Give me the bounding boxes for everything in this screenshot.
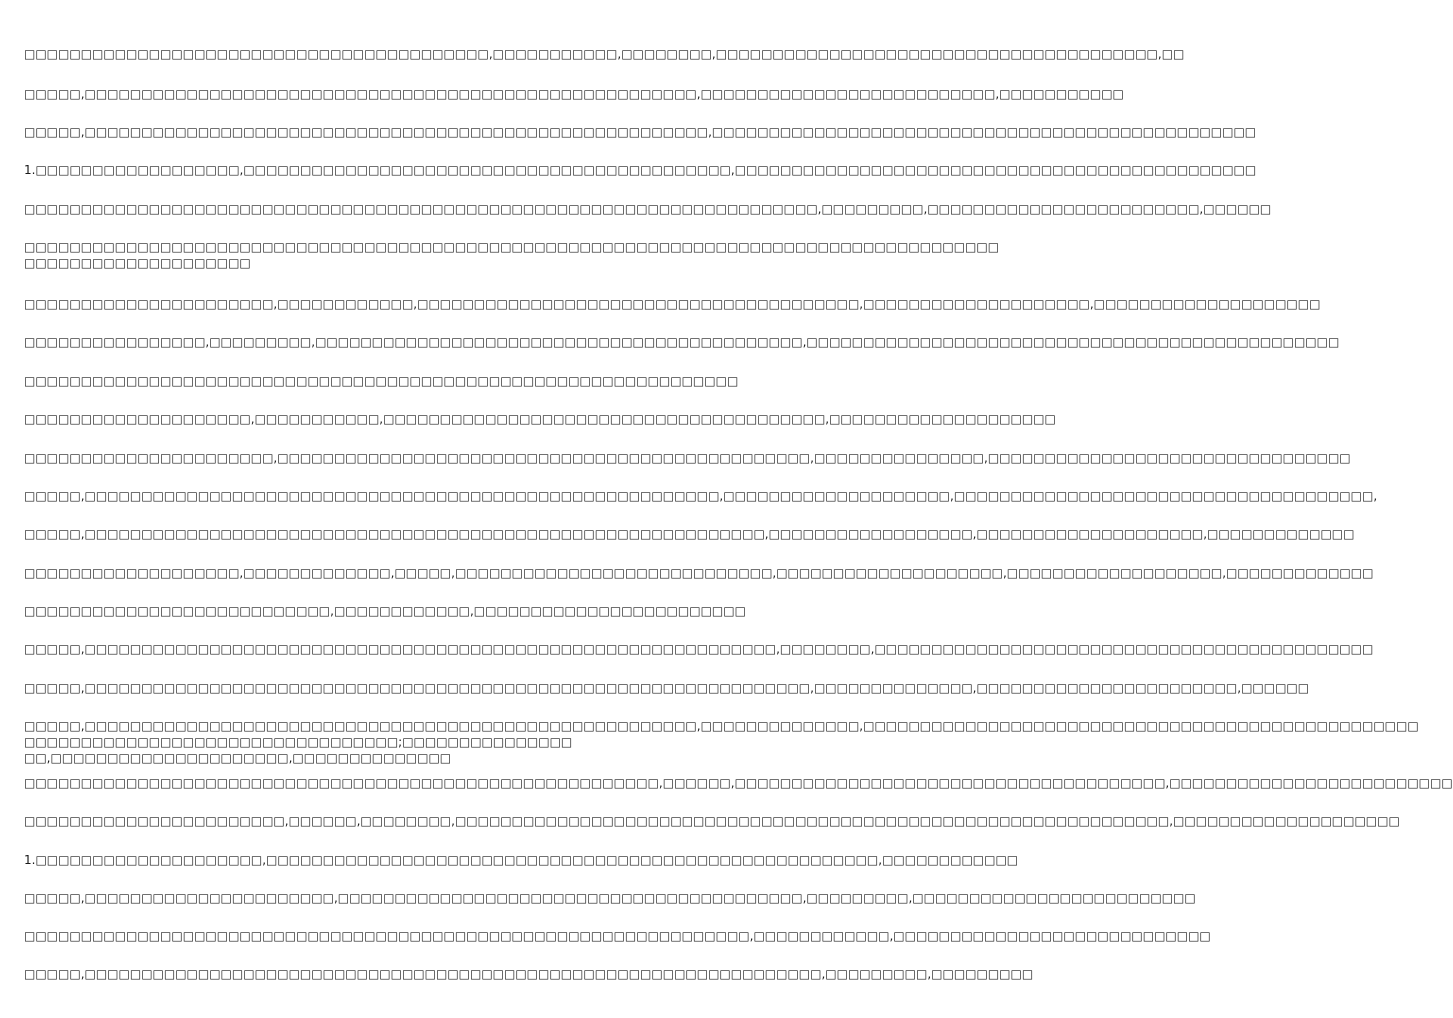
paragraph-13: □□□□□,□□□□□□□□□□□□□□□□□□□□□□□□□□□□□□□□□□□□□□□□□□□□□□□□□□□□□□□□□□□□,□□□□□□□□□□□□□□□□□□,□□□□□□□□□□□□□□□□□□□□,□□□□□□□□□□□□□ bbox=[24, 527, 1355, 541]
paragraph-23: □□□□□□□□□□□□□□□□□□□□□□□□□□□□□□□□□□□□□□□□□□□□□□□□□□□□□□□□□□□□□□□□,□□□□□□□□□□□□,□□□□□□□□□□□□□□□□□□□□□□□□□□□□ bbox=[24, 929, 1211, 943]
paragraph-2: □□□□□,□□□□□□□□□□□□□□□□□□□□□□□□□□□□□□□□□□□□□□□□□□□□□□□□□□□□□□,□□□□□□□□□□□□□□□□□□□□□□□□□□,□□□□□□□□□□□ bbox=[24, 87, 1124, 101]
paragraph-8: □□□□□□□□□□□□□□□□,□□□□□□□□□,□□□□□□□□□□□□□□□□□□□□□□□□□□□□□□□□□□□□□□□□□□□,□□□□□□□□□□□□□□□□□□□□□□□□□□□□□□□□□□□□□□□□□□□□□□□ bbox=[24, 335, 1340, 349]
paragraph-5: □□□□□□□□□□□□□□□□□□□□□□□□□□□□□□□□□□□□□□□□□□□□□□□□□□□□□□□□□□□□□□□□□□□□□□,□□□□□□□□□,□□□□□□□□□□□□□□□□□□□□□□□□,□□□□□□ bbox=[24, 202, 1272, 216]
paragraph-20: □□□□□□□□□□□□□□□□□□□□□□□,□□□□□□,□□□□□□□□,□□□□□□□□□□□□□□□□□□□□□□□□□□□□□□□□□□□□□□□□□□□□□□□□□□□□□□□□□□□□□□□,□□□□□□□□□□□□□□□□□□□□ bbox=[24, 814, 1400, 828]
paragraph-24: □□□□□,□□□□□□□□□□□□□□□□□□□□□□□□□□□□□□□□□□□□□□□□□□□□□□□□□□□□□□□□□□□□□□□□□,□□□□□□□□□,□□□□□□□□□ bbox=[24, 967, 1034, 981]
paragraph-21: 1.□□□□□□□□□□□□□□□□□□□□,□□□□□□□□□□□□□□□□□□□□□□□□□□□□□□□□□□□□□□□□□□□□□□□□□□□□□□,□□□□□□□□□□□□ bbox=[24, 853, 1019, 867]
paragraph-22: □□□□□,□□□□□□□□□□□□□□□□□□□□□□,□□□□□□□□□□□□□□□□□□□□□□□□□□□□□□□□□□□□□□□□□,□□□□□□□□□,□□□□□□□□□□□□□□□□□□□□□□□□□ bbox=[24, 891, 1196, 905]
paragraph-18: □□□□□,□□□□□□□□□□□□□□□□□□□□□□□□□□□□□□□□□□□□□□□□□□□□□□□□□□□□□□,□□□□□□□□□□□□□□,□□□□□□□□□□□□□□□□□□□□□□□□□□□□□□□□□□□□□□□□□□□□□□□□□ □□□□□□□□□□□□□□□□□□□□□□□□□□□□□□□□□;□□□□□□□□□□□□□□□ □□,□□□□□□□□□□□□□□□□□□□□□,□□□□□□□□□□□□□□ bbox=[24, 719, 1419, 765]
paragraph-16: □□□□□,□□□□□□□□□□□□□□□□□□□□□□□□□□□□□□□□□□□□□□□□□□□□□□□□□□□□□□□□□□□□□,□□□□□□□□,□□□□□□□□□□□□□□□□□□□□□□□□□□□□□□□□□□□□□□□□□□□□ bbox=[24, 642, 1374, 656]
paragraph-4: 1.□□□□□□□□□□□□□□□□□□,□□□□□□□□□□□□□□□□□□□□□□□□□□□□□□□□□□□□□□□□□□□,□□□□□□□□□□□□□□□□□□□□□□□□□□□□□□□□□□□□□□□□□□□□□□ bbox=[24, 163, 1257, 177]
paragraph-17: □□□□□,□□□□□□□□□□□□□□□□□□□□□□□□□□□□□□□□□□□□□□□□□□□□□□□□□□□□□□□□□□□□□□□□,□□□□□□□□□□□□□□,□□□□□□□□□□□□□□□□□□□□□□□,□□□□□□ bbox=[24, 681, 1310, 695]
paragraph-15: □□□□□□□□□□□□□□□□□□□□□□□□□□□,□□□□□□□□□□□□,□□□□□□□□□□□□□□□□□□□□□□□□ bbox=[24, 604, 746, 618]
paragraph-12: □□□□□,□□□□□□□□□□□□□□□□□□□□□□□□□□□□□□□□□□□□□□□□□□□□□□□□□□□□□□□□,□□□□□□□□□□□□□□□□□□□□,□□□□□□□□□□□□□□□□□□□□□□□□□□□□□□□□□□□□□, bbox=[24, 489, 1378, 503]
paragraph-10: □□□□□□□□□□□□□□□□□□□□,□□□□□□□□□□□,□□□□□□□□□□□□□□□□□□□□□□□□□□□□□□□□□□□□□□□,□□□□□□□□□□□□□□□□□□□□ bbox=[24, 412, 1056, 426]
paragraph-9: □□□□□□□□□□□□□□□□□□□□□□□□□□□□□□□□□□□□□□□□□□□□□□□□□□□□□□□□□□□□□□□ bbox=[24, 374, 739, 388]
paragraph-7: □□□□□□□□□□□□□□□□□□□□□□,□□□□□□□□□□□□,□□□□□□□□□□□□□□□□□□□□□□□□□□□□□□□□□□□□□□□,□□□□□□□□□□□□□□□□□□□□,□□□□□□□□□□□□□□□□□□□□ bbox=[24, 297, 1321, 311]
paragraph-19: □□□□□□□□□□□□□□□□□□□□□□□□□□□□□□□□□□□□□□□□□□□□□□□□□□□□□□□□,□□□□□□,□□□□□□□□□□□□□□□□□□□□□□□□□□□□□□□□□□□□□□,□□□□□□□□□□□□□□□□□□□□□□□□□ bbox=[24, 776, 1453, 790]
paragraph-14: □□□□□□□□□□□□□□□□□□□,□□□□□□□□□□□□□,□□□□□,□□□□□□□□□□□□□□□□□□□□□□□□□□□□,□□□□□□□□□□□□□□□□□□□□,□□□□□□□□□□□□□□□□□□□,□□□□□□□□□□□□□ bbox=[24, 566, 1374, 580]
paragraph-3: □□□□□,□□□□□□□□□□□□□□□□□□□□□□□□□□□□□□□□□□□□□□□□□□□□□□□□□□□□□□□,□□□□□□□□□□□□□□□□□□□□□□□□□□□□□□□□□□□□□□□□□□□□□□□□ bbox=[24, 125, 1257, 139]
paragraph-11: □□□□□□□□□□□□□□□□□□□□□□,□□□□□□□□□□□□□□□□□□□□□□□□□□□□□□□□□□□□□□□□□□□□□□□,□□□□□□□□□□□□□□□,□□□□□□□□□□□□□□□□□□□□□□□□□□□□□□□□ bbox=[24, 451, 1351, 465]
paragraph-6: □□□□□□□□□□□□□□□□□□□□□□□□□□□□□□□□□□□□□□□□□□□□□□□□□□□□□□□□□□□□□□□□□□□□□□□□□□□□□□□□□□□□□□ □□□□□□□□□□□□□□□□□□□□ bbox=[24, 240, 1000, 270]
paragraph-1: □□□□□□□□□□□□□□□□□□□□□□□□□□□□□□□□□□□□□□□□□,□□□□□□□□□□□,□□□□□□□□,□□□□□□□□□□□□□□□□□□□□□□□□□□□□□□□□□□□□□□□,□□ bbox=[24, 47, 1185, 61]
